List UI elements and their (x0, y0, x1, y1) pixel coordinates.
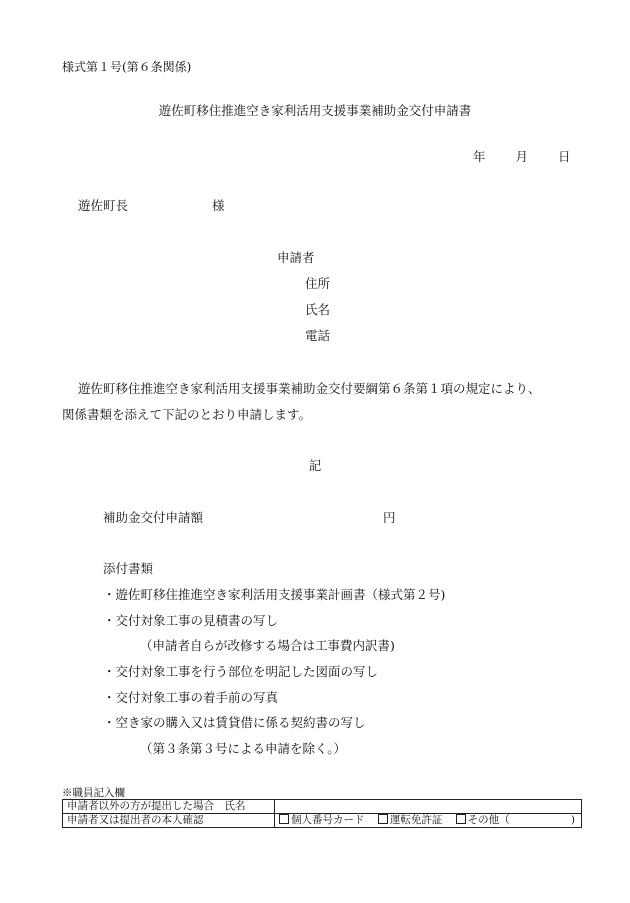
amount-unit: 円 (383, 510, 396, 525)
date-day: 日 (558, 149, 571, 164)
ki-heading: 記 (308, 458, 322, 473)
attachment-item: ・空き家の購入又は賃貸借に係る契約書の写し (103, 715, 366, 730)
staff-row2-label: 申請者又は提出者の本人確認 (63, 814, 275, 828)
staff-section-label: ※職員記入欄 (62, 787, 125, 799)
checkbox-icon[interactable] (279, 814, 289, 824)
option-mynumber[interactable]: 個人番号カード (279, 814, 365, 826)
applicant-address-label: 住所 (305, 276, 331, 291)
other-close-paren: ) (570, 814, 575, 826)
date-year: 年 (473, 149, 486, 164)
applicant-label: 申請者 (277, 250, 315, 265)
option-license[interactable]: 運転免許証 (378, 814, 443, 826)
checkbox-icon[interactable] (378, 814, 388, 824)
date-line (473, 147, 571, 165)
staff-row2-options (275, 814, 582, 828)
staff-row1-label: 申請者以外の方が提出した場合 氏名 (63, 800, 275, 814)
addressee-honorific: 様 (212, 198, 225, 213)
staff-row (63, 814, 582, 828)
attachment-item: ・交付対象工事の着手前の写真 (103, 690, 279, 705)
attachment-item: ・交付対象工事を行う部位を明記した図面の写し (103, 664, 379, 679)
applicant-phone-label: 電話 (305, 328, 331, 343)
staff-row (63, 800, 582, 814)
attachment-item: ・遊佐町移住推進空き家利活用支援事業計画書（様式第２号) (103, 587, 446, 602)
staff-row1-value[interactable] (275, 800, 582, 814)
attachments-label: 添付書類 (103, 561, 154, 576)
attachment-note: （第３条第３号による申請を除く。） (140, 741, 347, 756)
option-other[interactable]: その他（ (456, 814, 510, 826)
amount-label: 補助金交付申請額 (103, 510, 204, 525)
form-number: 様式第１号(第６条関係) (62, 60, 192, 74)
document-title: 遊佐町移住推進空き家利活用支援事業補助金交付申請書 (158, 103, 472, 118)
body-text-line2: 関係書類を添えて下記のとおり申請します。 (62, 407, 312, 422)
staff-table (62, 799, 582, 828)
addressee-name: 遊佐町長 (78, 198, 129, 213)
attachment-note: （申請者自らが改修する場合は工事費内訳書) (140, 638, 395, 653)
checkbox-icon[interactable] (456, 814, 466, 824)
body-text-line1: 遊佐町移住推進空き家利活用支援事業補助金交付要綱第６条第１項の規定により、 (78, 381, 541, 396)
attachment-item: ・交付対象工事の見積書の写し (103, 613, 279, 628)
date-month: 月 (515, 149, 529, 164)
applicant-name-label: 氏名 (305, 302, 331, 317)
